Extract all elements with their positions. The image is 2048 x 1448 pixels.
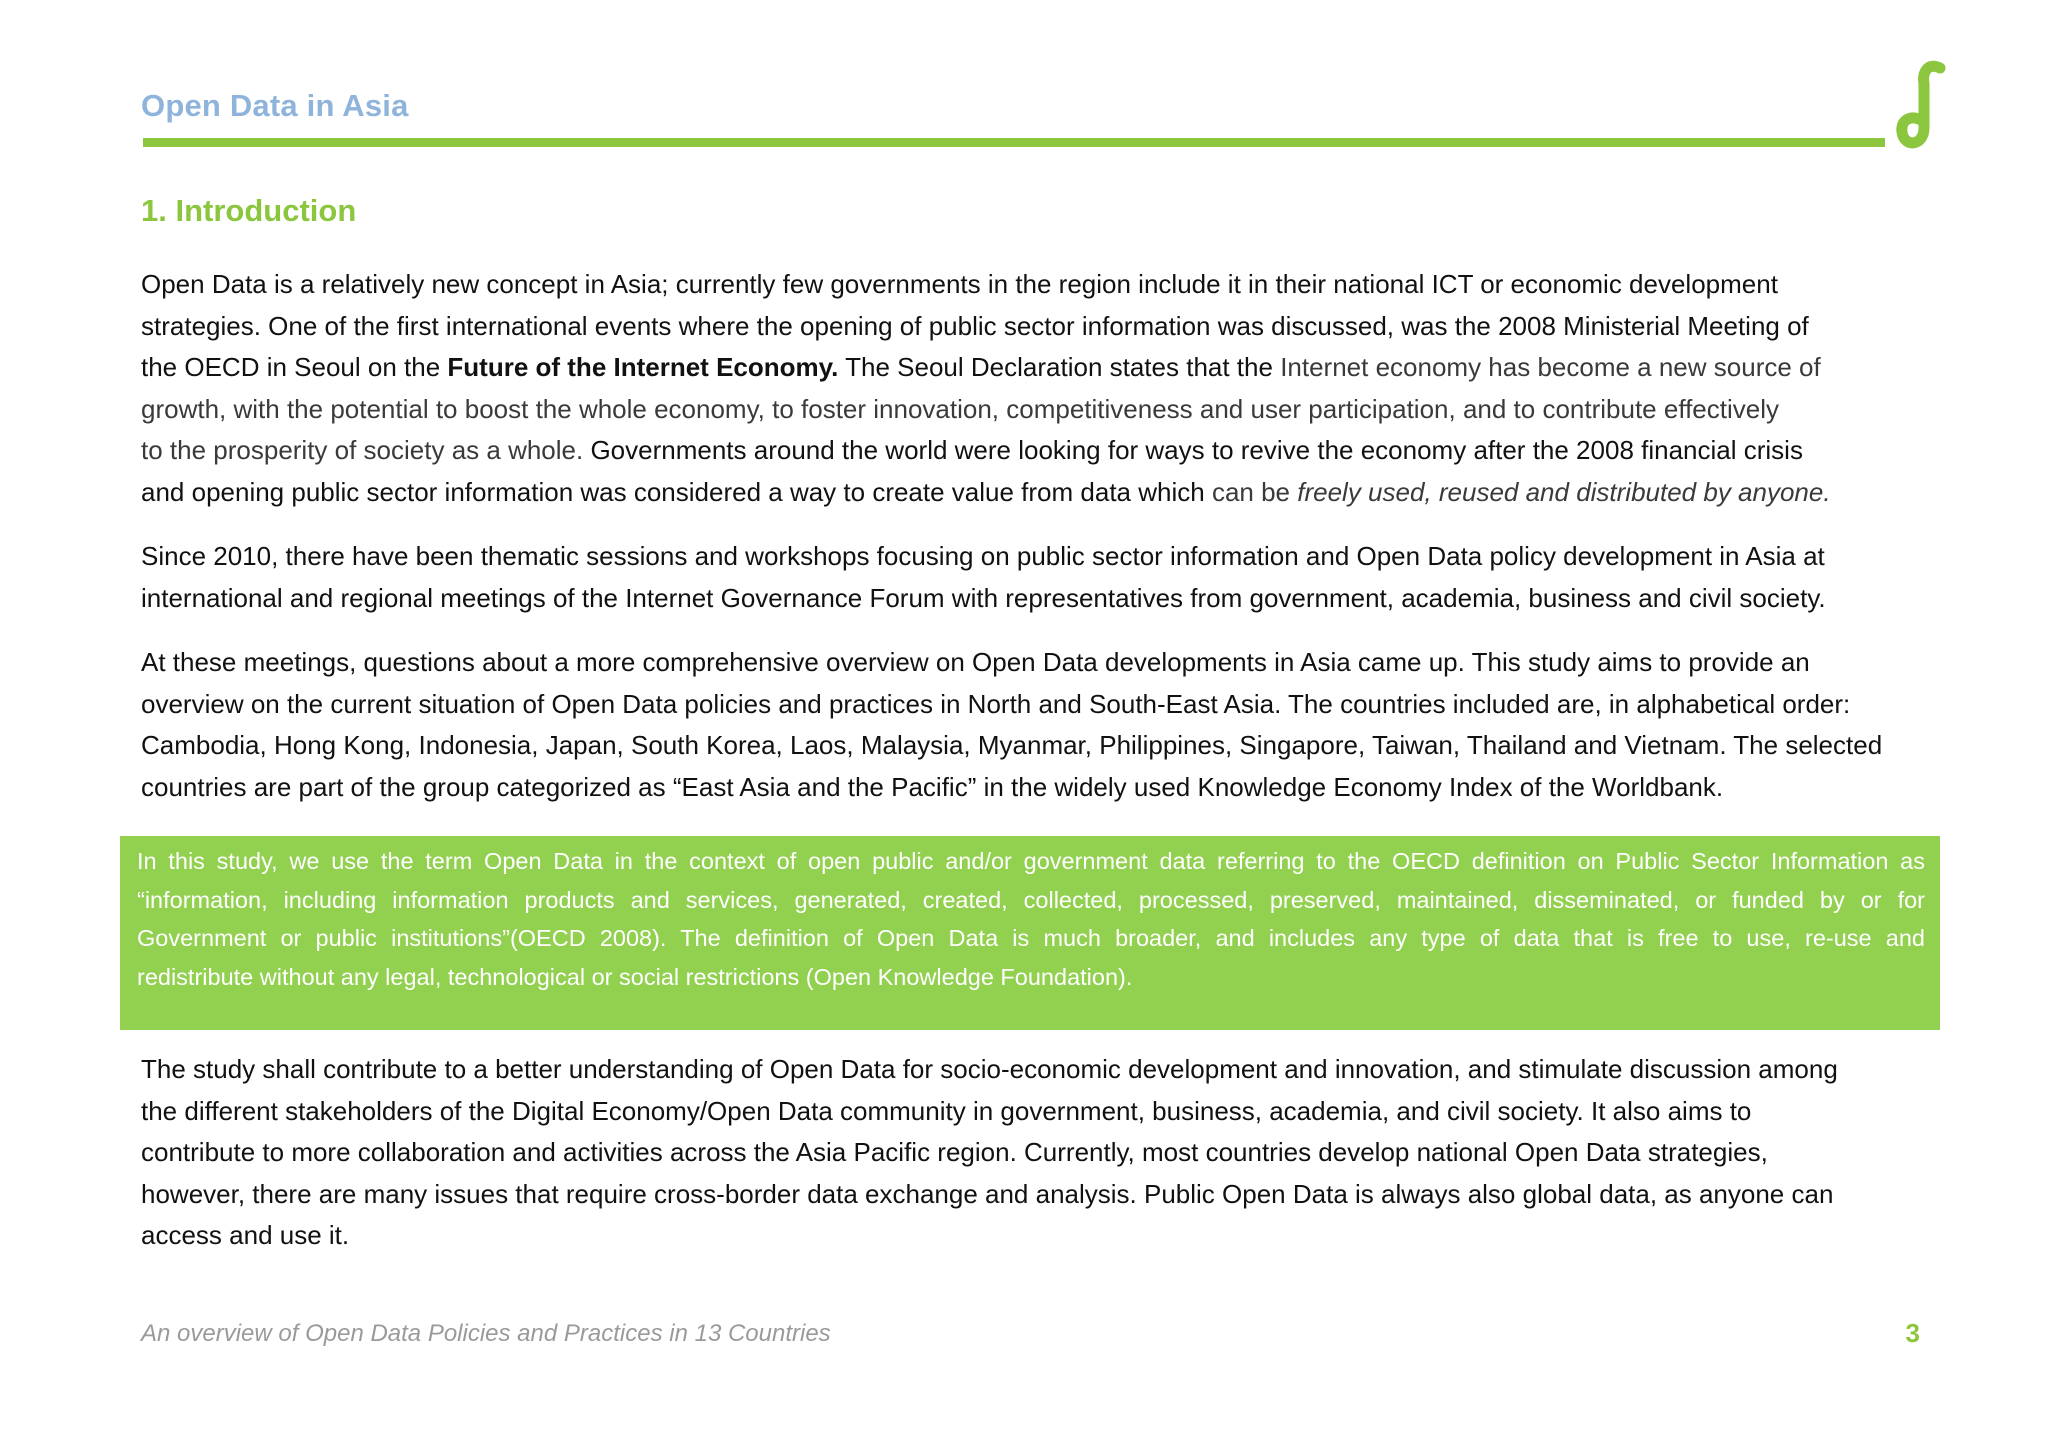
quoted-text: to the prosperity of society as a whole.	[141, 435, 584, 465]
text-line: Cambodia, Hong Kong, Indonesia, Japan, South Korea, Laos, Malaysia, Myanmar, Philippines, Singapore, Taiwan, Thailand and Vietnam. The selected	[141, 730, 1883, 760]
text-line: strategies. One of the first international events where the opening of public sector information was discussed, was the 2008 Ministerial Meeting of	[141, 310, 1809, 341]
text-line	[141, 472, 1931, 514]
paragraph-study-aims	[141, 642, 1931, 808]
paragraph-contribution	[141, 1049, 1931, 1257]
callout-line: In this study, we use the term Open Data in the context of open public and/or government data referring to the OECD definition on Public Sector Information as	[137, 848, 1925, 874]
text-line: the different stakeholders of the Digital Economy/Open Data community in government, business, academia, and civil society. It also aims to	[141, 1095, 1752, 1126]
page-number: 3	[1905, 1318, 1920, 1348]
section-heading: 1. Introduction	[141, 193, 357, 228]
text-line: access and use it.	[141, 1220, 350, 1250]
text-line: Since 2010, there have been thematic sessions and workshops focusing on public sector information and Open Data policy development in Asia at	[141, 541, 1825, 571]
text-line: however, there are many issues that require cross-border data exchange and analysis. Public Open Data is always also global data, as anyone can	[141, 1178, 1834, 1209]
quoted-text: Internet economy has become a new source of	[1280, 352, 1821, 382]
bold-phrase: Future of the Internet Economy.	[447, 352, 839, 382]
text-run: and opening public sector information was considered a way to create value from data which	[141, 476, 1212, 507]
italic-phrase: freely used, reused and distributed by anyone.	[1297, 476, 1831, 507]
text-line: overview on the current situation of Open Data policies and practices in North and South-East Asia. The countries included are, in alphabetical order:	[141, 688, 1851, 719]
callout-line: “information, including information products and services, generated, created, collected, processed, preserved, maintained, disseminated, or funded by or for	[137, 886, 1925, 913]
text-run: the OECD in Seoul on the	[141, 352, 448, 382]
callout-line: Government or public institutions”(OECD 2008). The definition of Open Data is much broader, and includes any type of data that is free to use, re-use and	[137, 925, 1925, 951]
text-run: The Seoul Declaration states that the	[838, 352, 1281, 382]
text-line: Open Data is a relatively new concept in Asia; currently few governments in the region include it in their national ICT or economic development	[141, 269, 1778, 299]
callout-line: redistribute without any legal, technological or social restrictions (Open Knowledge Foundation).	[137, 963, 1133, 990]
quoted-text-line: growth, with the potential to boost the whole economy, to foster innovation, competitiveness and user participation, and to contribute effectively	[141, 393, 1779, 424]
paragraph-intro	[141, 264, 1931, 513]
text-line: The study shall contribute to a better understanding of Open Data for socio-economic development and innovation, and stimulate discussion among	[141, 1054, 1838, 1084]
text-line	[141, 347, 1931, 389]
quoted-text: can be	[1211, 476, 1298, 507]
running-footer: An overview of Open Data Policies and Practices in 13 Countries	[141, 1320, 831, 1347]
running-header-title: Open Data in Asia	[141, 88, 409, 123]
text-line: At these meetings, questions about a more comprehensive overview on Open Data developments in Asia came up. This study aims to provide an	[141, 647, 1810, 677]
text-line: countries are part of the group categorized as “East Asia and the Pacific” in the widely used Knowledge Economy Index of the Worldbank.	[141, 771, 1724, 802]
text-run: Governments around the world were looking for ways to revive the economy after the 2008 financial crisis	[583, 435, 1803, 465]
text-line	[141, 430, 1931, 472]
text-line: contribute to more collaboration and activities across the Asia Pacific region. Currently, most countries develop national Open Data strategies,	[141, 1137, 1768, 1167]
definition-callout-text	[137, 842, 1925, 996]
text-line: international and regional meetings of the Internet Governance Forum with representatives from government, academia, business and civil society.	[141, 582, 1826, 613]
open-data-logo-icon	[1888, 58, 1952, 158]
header-divider	[143, 138, 1885, 147]
paragraph-since-2010	[141, 536, 1931, 619]
